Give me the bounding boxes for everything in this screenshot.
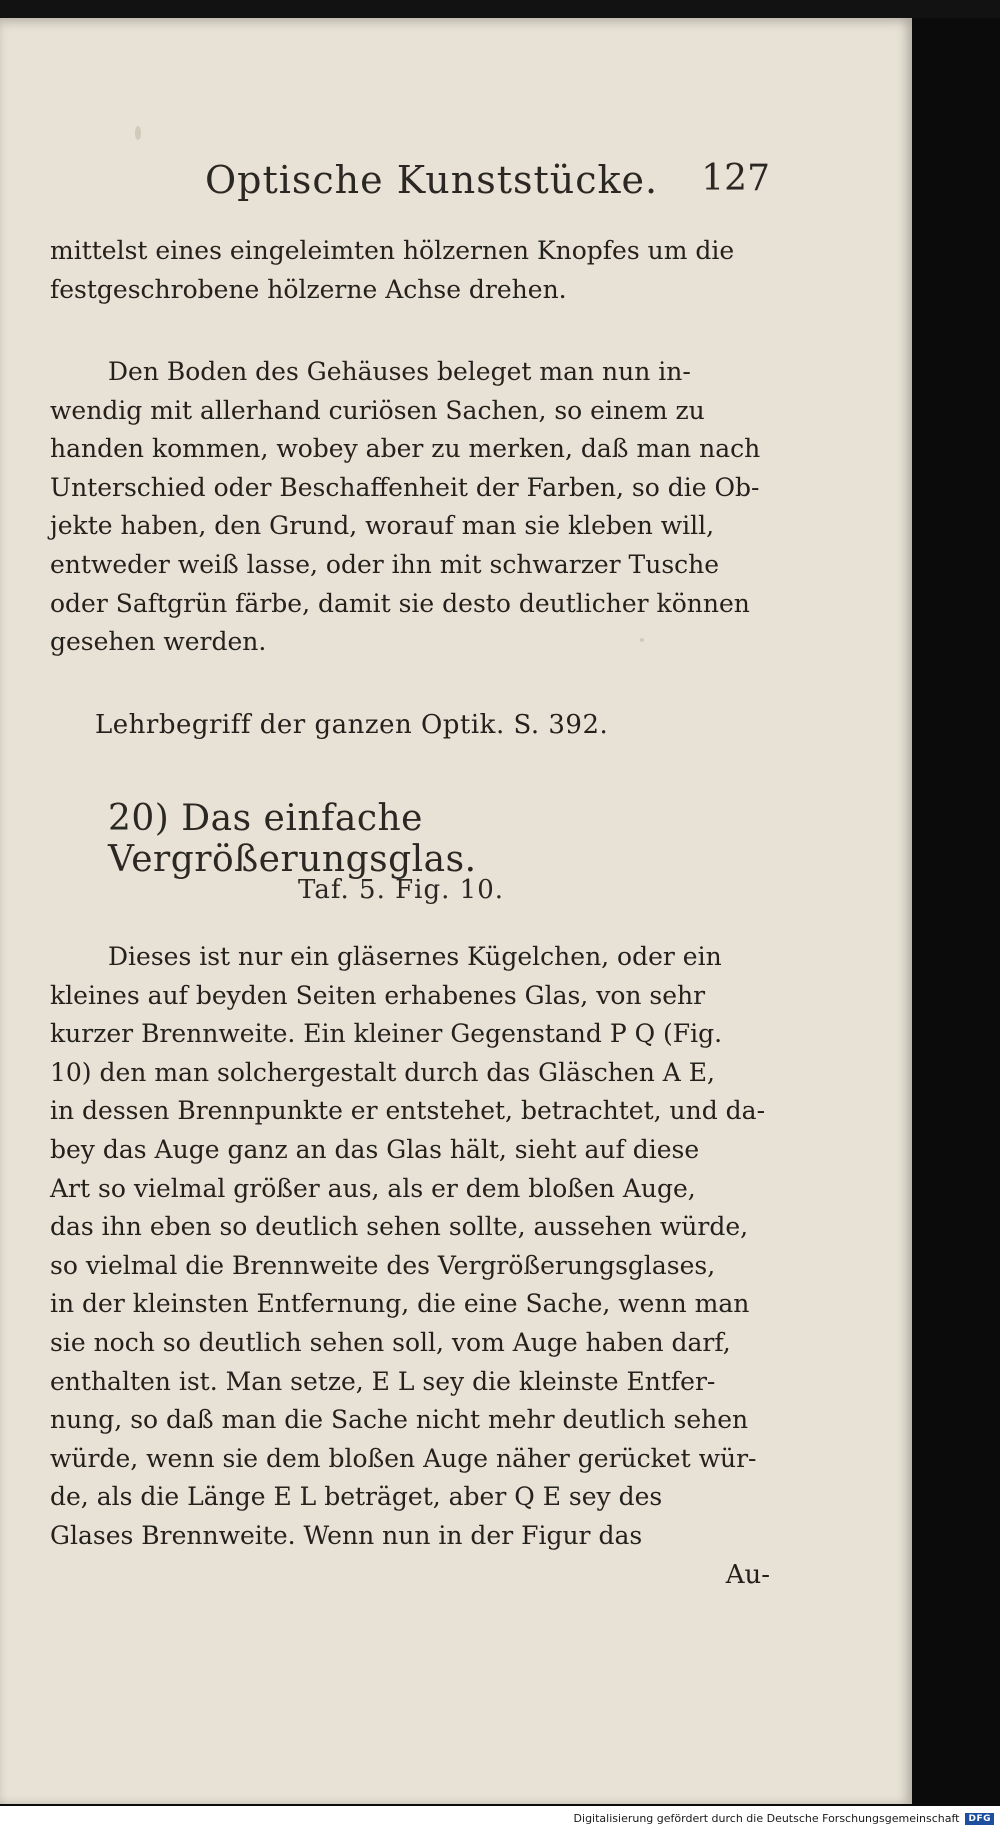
text-line: bey das Auge ganz an das Glas hält, sieht auf diese <box>50 1134 700 1164</box>
text-line: handen kommen, wobey aber zu merken, daß man nach <box>50 434 761 464</box>
text-line: in der kleinsten Entfernung, die eine Sache, wenn man <box>50 1289 750 1319</box>
dfg-logo: DFG <box>965 1813 994 1825</box>
text-line: wendig mit allerhand curiösen Sachen, so einem zu <box>50 395 705 425</box>
text-line: festgeschrobene hölzerne Achse drehen. <box>50 274 567 304</box>
text-line: enthalten ist. Man setze, E L sey die kleinste Entfer- <box>50 1366 716 1396</box>
ink-speck <box>135 126 141 140</box>
paragraph-2 <box>50 353 761 662</box>
text-line: de, als die Länge E L beträget, aber Q E sey des <box>50 1482 663 1512</box>
funding-notice <box>574 1812 994 1825</box>
text-line: Glases Brennweite. Wenn nun in der Figur das <box>50 1520 643 1550</box>
text-line: in dessen Brennpunkte er entstehet, betrachtet, und da- <box>50 1096 766 1126</box>
text-line: nung, so daß man die Sache nicht mehr deutlich sehen <box>50 1405 749 1435</box>
text-line: gesehen werden. <box>50 627 267 657</box>
scan-top-border <box>0 0 1000 18</box>
catchword: Au- <box>725 1560 770 1590</box>
text-line: kleines auf beyden Seiten erhabenes Glas, von sehr <box>50 980 706 1010</box>
paragraph-1 <box>50 232 750 309</box>
funding-notice-text: Digitalisierung gefördert durch die Deutsche Forschungsgemeinschaft <box>573 1812 960 1825</box>
text-line: jekte haben, den Grund, worauf man sie kleben will, <box>50 511 715 541</box>
text-line: würde, wenn sie dem bloßen Auge näher gerücket wür- <box>50 1443 757 1473</box>
page-number: 127 <box>701 158 770 199</box>
text-line: oder Saftgrün färbe, damit sie desto deutlicher können <box>50 588 750 618</box>
text-line: 10) den man solchergestalt durch das Gläschen A E, <box>50 1057 715 1087</box>
running-head: Optische Kunststücke. <box>205 158 659 202</box>
text-line: Dieses ist nur ein gläsernes Kügelchen, oder ein <box>108 942 722 971</box>
plate-reference: Taf. 5. Fig. 10. <box>298 875 504 905</box>
bibliographic-reference: Lehrbegriff der ganzen Optik. S. 392. <box>95 710 609 740</box>
page-header <box>50 158 770 208</box>
text-line: so vielmal die Brennweite des Vergrößerungsglases, <box>50 1250 716 1280</box>
text-line: Unterschied oder Beschaffenheit der Farben, so die Ob- <box>50 472 760 502</box>
text-line: Art so vielmal größer aus, als er dem bloßen Auge, <box>50 1173 696 1203</box>
text-line: das ihn eben so deutlich sehen sollte, aussehen würde, <box>50 1212 749 1242</box>
section-title: 20) Das einfache Vergrößerungsglas. <box>108 798 477 880</box>
text-line: kurzer Brennweite. Ein kleiner Gegenstand P Q (Fig. <box>50 1019 723 1049</box>
text-line: entweder weiß lasse, oder ihn mit schwarzer Tusche <box>50 549 720 579</box>
text-line: mittelst eines eingeleimten hölzernen Knopfes um die <box>50 236 735 265</box>
book-page <box>0 18 912 1804</box>
text-line: sie noch so deutlich sehen soll, vom Auge haben darf, <box>50 1327 731 1357</box>
paragraph-3 <box>50 938 766 1556</box>
text-line: Den Boden des Gehäuses beleget man nun in- <box>108 357 691 386</box>
